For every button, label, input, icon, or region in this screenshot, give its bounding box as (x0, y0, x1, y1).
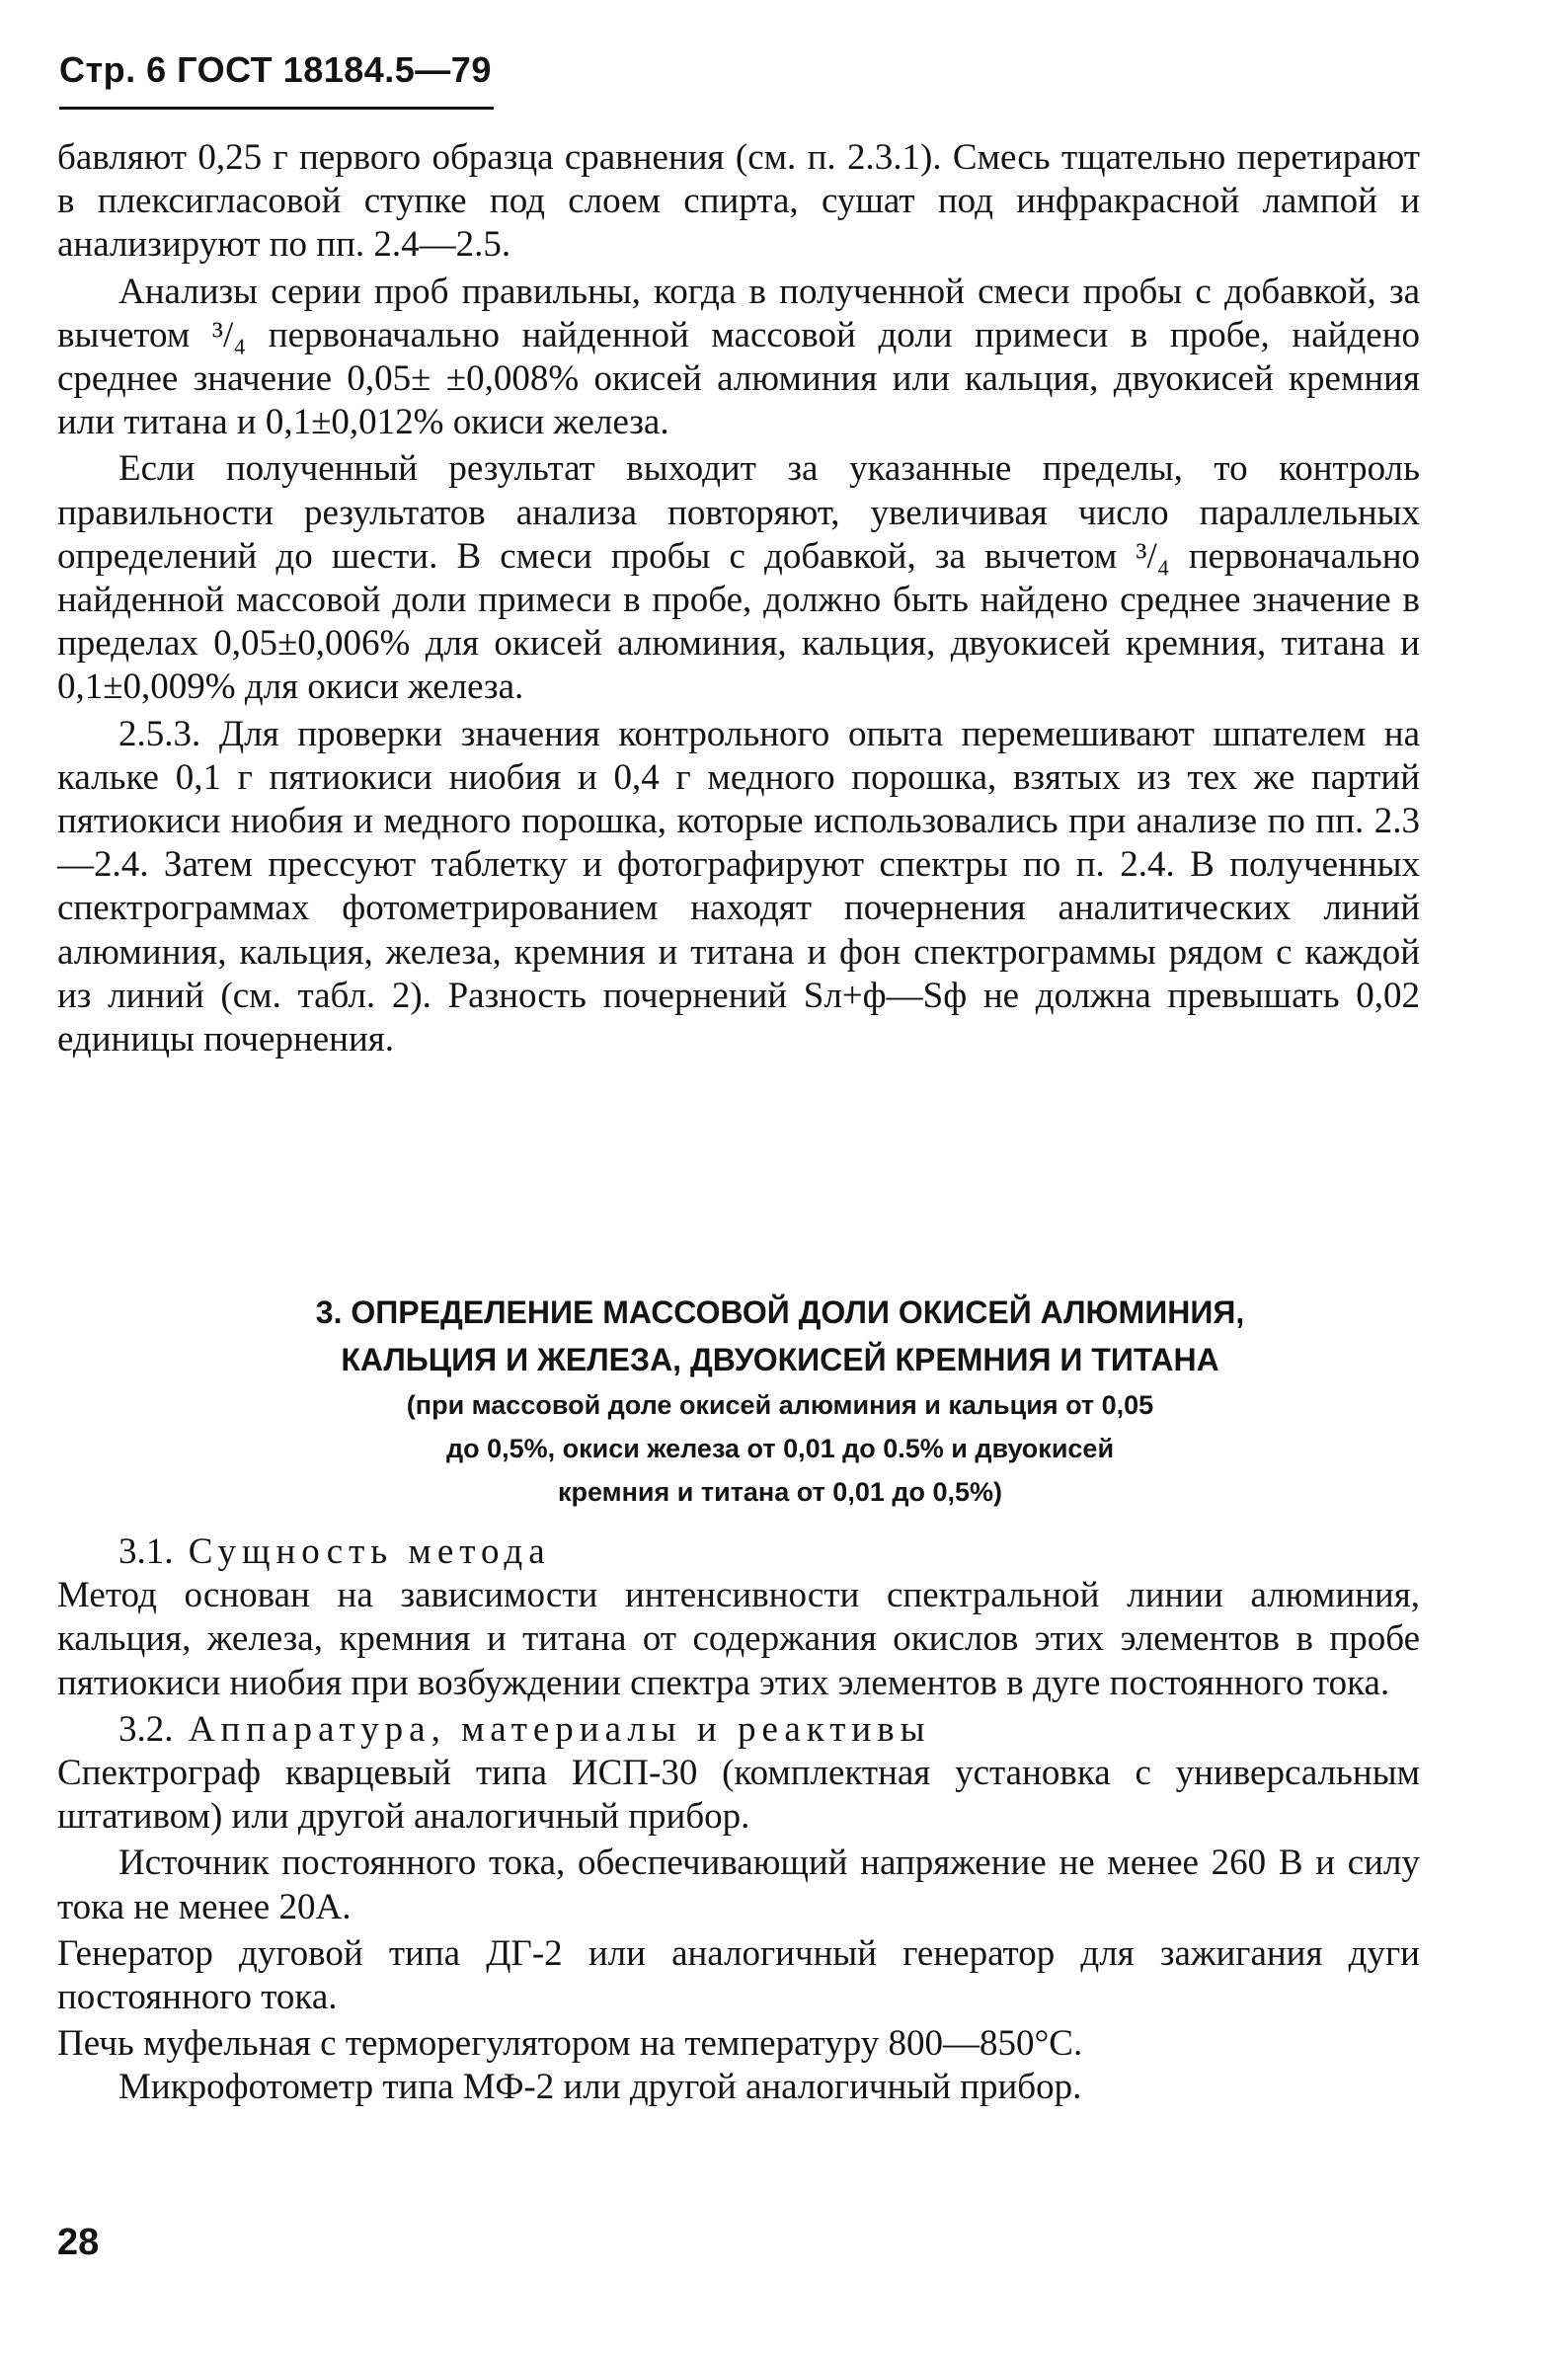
paragraph-repeat-control: Если полученный результат выходит за указанные пределы, то контроль правильности результатов анализа повторяют, увеличивая число параллельных определений до шести. В смеси пробы с добавкой, за вычетом ³/₄ первоначально найденной массовой доли примеси в пробе, должно быть найдено среднее значение в пределах 0,05±0,006% для окисей алюминия, кальция, двуокисей кремния, титана и 0,1±0,009% для окиси железа. (57, 448, 1420, 708)
paragraph-continuation: бавляют 0,25 г первого образца сравнения (см. п. 2.3.1). Смесь тщательно перетирают в плексигласовой ступке под слоем спирта, сушат под инфракрасной лампой и анализируют по пп. 2.4—2.5. (57, 137, 1420, 266)
heading-3-1-number: 3.1. (118, 1531, 174, 1572)
heading-3-2 (57, 1708, 1420, 1752)
heading-3-2-number: 3.2. (118, 1708, 174, 1750)
paragraph-muffle-furnace: Печь муфельная с терморегулятором на температуру 800—850°С. (57, 2023, 1083, 2065)
section-3-subtitle-line-3: кремния и титана от 0,01 до 0,5%) (557, 1477, 1003, 1507)
section-3-title-line-2: КАЛЬЦИЯ И ЖЕЛЕЗА, ДВУОКИСЕЙ КРЕМНИЯ И ТИТАНА (341, 1342, 1219, 1377)
paragraph-series-analysis: Анализы серии проб правильны, когда в полученной смеси пробы с добавкой, за вычетом ³/₄ первоначально найденной массовой доли примеси в пробе, найдено среднее значение 0,05± ±0,008% окисей алюминия или кальция, двуокисей кремния или титана и 0,1±0,012% окиси железа. (57, 271, 1420, 443)
section-3-title-line-1: 3. ОПРЕДЕЛЕНИЕ МАССОВОЙ ДОЛИ ОКИСЕЙ АЛЮМИНИЯ, (315, 1294, 1245, 1330)
section-3-title (99, 1289, 1461, 1514)
page-header: Стр. 6 ГОСТ 18184.5—79 (59, 49, 492, 90)
paragraph-power-source: Источник постоянного тока, обеспечивающий напряжение не менее 260 В и силу тока не менее 20А. (57, 1843, 1420, 1927)
heading-3-2-title: Аппаратура, материалы и реактивы (188, 1708, 931, 1750)
paragraph-2-5-3: 2.5.3. Для проверки значения контрольного опыта перемешивают шпателем на кальке 0,1 г пятиокиси ниобия и 0,4 г медного порошка, взятых из тех же партий пятиокиси ниобия и медного порошка, которые использовались при анализе по пп. 2.3—2.4. Затем прессуют таблетку и фотографируют спектры по п. 2.4. В полученных спектрограммах фотометрированием находят почернения аналитических линий алюминия, кальция, железа, кремния и титана и фон спектрограммы рядом с каждой из линий (см. табл. 2). Разность почернений Sл+ф—Sф не должна превышать 0,02 единицы почернения. (57, 713, 1420, 1060)
section-3-body (57, 1530, 1420, 2110)
paragraph-3-1: Метод основан на зависимости интенсивности спектральной линии алюминия, кальция, железа, кремния и титана от содержания окислов этих элементов в пробе пятиокиси ниобия при возбуждении спектра этих элементов в дуге постоянного тока. (57, 1575, 1420, 1703)
heading-3-1 (57, 1530, 1420, 1574)
section-3-subtitle-line-2: до 0,5%, окиси железа от 0,01 до 0.5% и двуокисей (445, 1434, 1115, 1463)
page-number: 28 (57, 2222, 100, 2263)
heading-3-1-title: Сущность метода (188, 1531, 551, 1572)
body-text (57, 136, 1420, 1061)
paragraph-spectrograph: Спектрограф кварцевый типа ИСП-30 (комплектная установка с универсальным штативом) или другой аналогичный прибор. (57, 1753, 1420, 1838)
paragraph-microphotometer: Микрофотометр типа МФ-2 или другой аналогичный прибор. (118, 2067, 1082, 2108)
header-rule (59, 107, 494, 110)
section-3-subtitle-line-1: (при массовой доле окисей алюминия и кальция от 0,05 (406, 1390, 1154, 1420)
paragraph-arc-generator: Генератор дуговой типа ДГ-2 или аналогичный генератор для зажигания дуги постоянного тока. (57, 1932, 1420, 2018)
